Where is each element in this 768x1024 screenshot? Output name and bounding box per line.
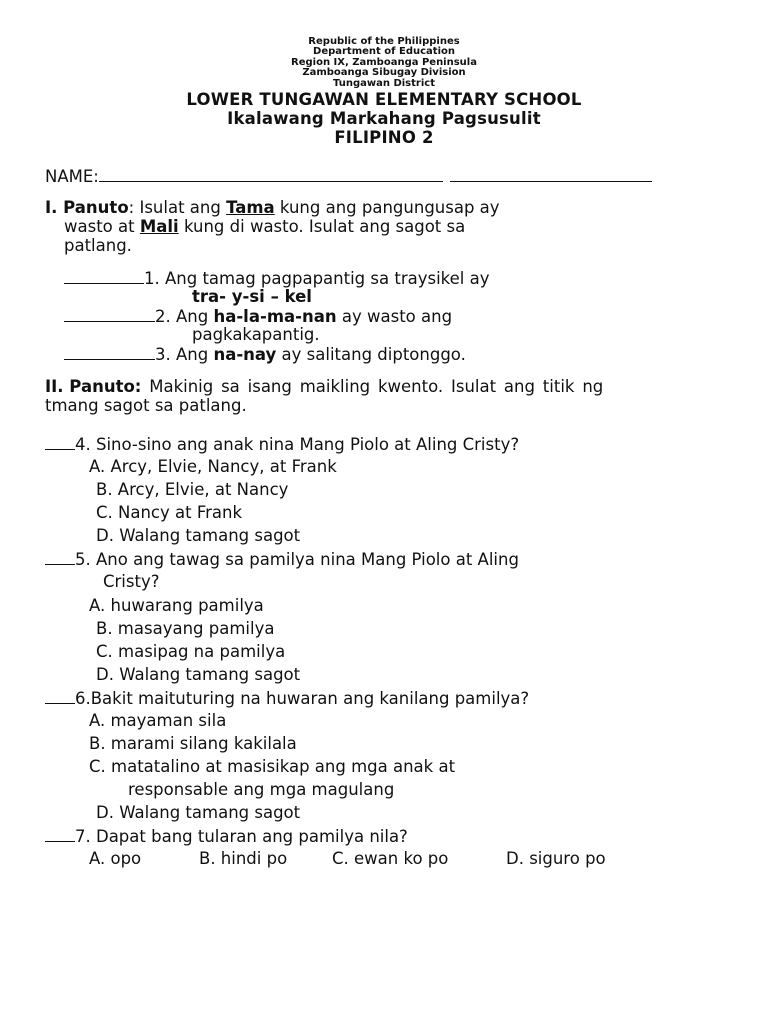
subject-title: FILIPINO 2 (334, 128, 434, 147)
item-2-cont: pagkakapantig. (192, 325, 320, 344)
q5-choice-c: C. masipag na pamilya (96, 642, 286, 661)
question-5-text: 5. Ano ang tawag sa pamilya nina Mang Piolo at Aling (75, 550, 519, 569)
item-2 (64, 306, 452, 327)
question-4-text: 4. Sino-sino ang anak nina Mang Piolo at Aling Cristy? (75, 435, 520, 454)
header-division: Zamboanga Sibugay Division (302, 67, 466, 78)
part1-text: kung ang pangungusap ay (274, 198, 500, 217)
answer-blank-3[interactable] (64, 344, 155, 360)
part2-text: Makinig sa isang maikling kwento. Isulat ang titik ng (141, 377, 604, 396)
q7-choice-a: A. opo (89, 849, 142, 868)
question-7-text: 7. Dapat bang tularan ang pamilya nila? (75, 827, 408, 846)
question-6-text: 6.Bakit maituturing na huwaran ang kanilang pamilya? (75, 689, 530, 708)
item-2-text: 2. Ang (155, 307, 214, 326)
name-blank-2[interactable] (450, 166, 652, 182)
answer-blank-4[interactable] (45, 434, 75, 450)
name-row (45, 166, 652, 187)
q6-choice-d: D. Walang tamang sagot (96, 803, 301, 822)
q6-choice-c: C. matatalino at masisikap ang mga anak at (89, 757, 456, 776)
q4-choice-a: A. Arcy, Elvie, Nancy, at Frank (89, 457, 337, 476)
question-6 (45, 688, 529, 709)
item-1 (64, 268, 489, 289)
answer-blank-5[interactable] (45, 549, 75, 565)
q4-choice-d: D. Walang tamang sagot (96, 526, 301, 545)
item-3-text: ay salitang diptonggo. (276, 345, 466, 364)
question-5 (45, 549, 519, 570)
header-region: Region IX, Zamboanga Peninsula (291, 57, 477, 68)
q4-choice-c: C. Nancy at Frank (96, 503, 243, 522)
q4-choice-b: B. Arcy, Elvie, at Nancy (96, 480, 289, 499)
q6-choice-a: A. mayaman sila (89, 711, 227, 730)
item-2-bold: ha-la-ma-nan (213, 307, 337, 326)
q7-choice-d: D. siguro po (506, 849, 606, 868)
school-name: LOWER TUNGAWAN ELEMENTARY SCHOOL (186, 90, 582, 109)
answer-blank-1[interactable] (64, 268, 144, 284)
mali-word: Mali (139, 217, 179, 236)
item-1-text: 1. Ang tamag pagpapantig sa traysikel ay (144, 269, 490, 288)
question-7 (45, 826, 408, 847)
part2-line1 (45, 377, 721, 397)
q5-choice-a: A. huwarang pamilya (89, 596, 264, 615)
part1-numeral: I. Panuto (45, 198, 129, 217)
item-3-bold: na-nay (213, 345, 277, 364)
q7-choice-b: B. hindi po (199, 849, 288, 868)
q6-choice-c-cont: responsable ang mga magulang (128, 780, 395, 799)
item-2-text: ay wasto ang (336, 307, 453, 326)
item-3 (64, 344, 466, 365)
part2-numeral: II. Panuto: (45, 377, 142, 396)
question-4 (45, 434, 519, 455)
header-district: Tungawan District (333, 78, 435, 89)
part1-text: kung di wasto. Isulat ang sagot sa (178, 217, 466, 236)
part1-line1 (45, 198, 500, 218)
item-3-text: 3. Ang (155, 345, 214, 364)
name-label: NAME: (45, 167, 99, 186)
answer-blank-6[interactable] (45, 688, 75, 704)
answer-blank-7[interactable] (45, 826, 75, 842)
q6-choice-b: B. marami silang kakilala (89, 734, 297, 753)
part1-text: wasto at (64, 217, 140, 236)
q5-choice-b: B. masayang pamilya (96, 619, 275, 638)
part1-text: : Isulat ang (128, 198, 227, 217)
answer-blank-2[interactable] (64, 306, 155, 322)
part1-line2 (64, 217, 465, 237)
q7-choice-c: C. ewan ko po (332, 849, 449, 868)
header-deped: Department of Education (313, 46, 455, 57)
part2-line2: tmang sagot sa patlang. (45, 396, 247, 415)
header-republic: Republic of the Philippines (308, 36, 460, 47)
tama-word: Tama (226, 198, 275, 217)
question-5-cont: Cristy? (103, 572, 160, 591)
q5-choice-d: D. Walang tamang sagot (96, 665, 301, 684)
exam-title: Ikalawang Markahang Pagsusulit (227, 109, 541, 128)
part1-line3: patlang. (64, 236, 132, 255)
item-1-syllables: tra- y-si – kel (192, 287, 312, 306)
name-blank[interactable] (99, 166, 443, 182)
